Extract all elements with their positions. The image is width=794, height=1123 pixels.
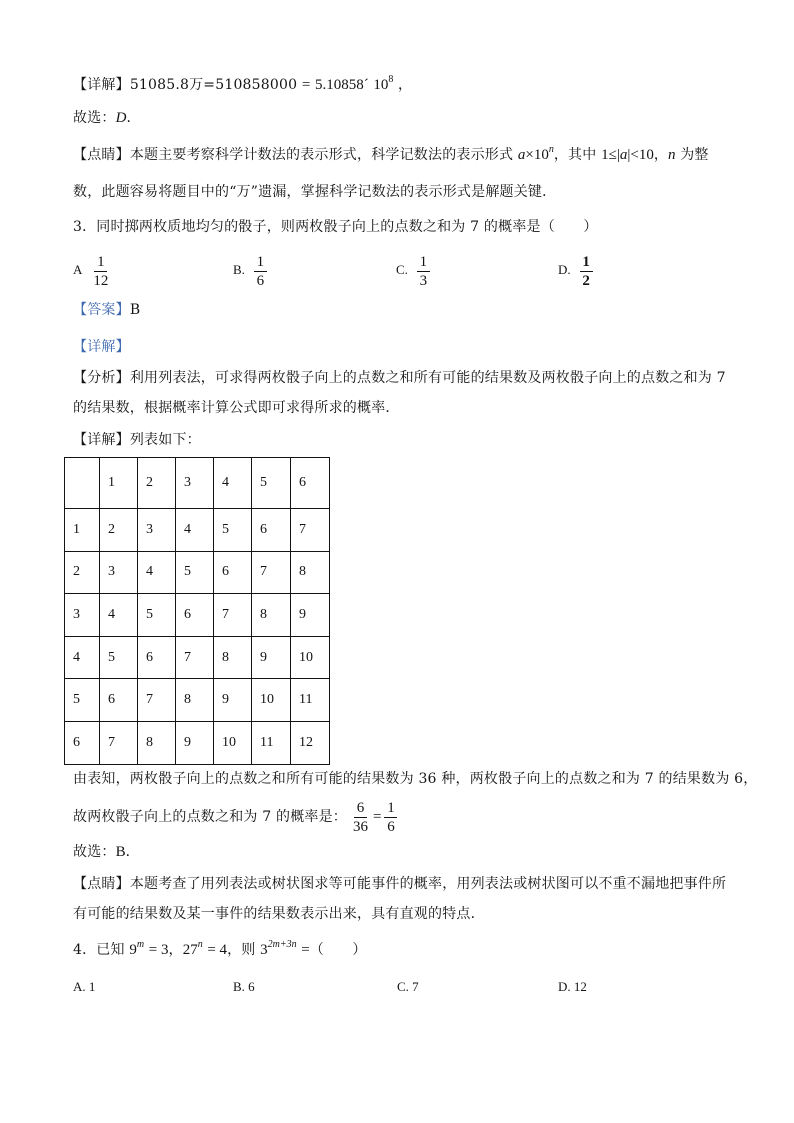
power-exponent: n bbox=[197, 939, 203, 950]
table-header-cell: 2 bbox=[138, 458, 176, 509]
q4-option-b bbox=[233, 977, 255, 997]
table-cell: 6 bbox=[176, 594, 214, 637]
table-row bbox=[65, 636, 330, 679]
option-value: 1 bbox=[88, 979, 96, 994]
answer-value: B bbox=[129, 302, 141, 318]
table-header-cell: 4 bbox=[214, 458, 252, 509]
table-cell: 9 bbox=[291, 594, 330, 637]
choose-suffix: ． bbox=[126, 110, 141, 126]
table-cell: 5 bbox=[176, 551, 214, 594]
table-cell: 9 bbox=[214, 679, 252, 722]
table-cell: 7 bbox=[214, 594, 252, 637]
probability-fraction bbox=[351, 800, 370, 835]
table-cell: 12 bbox=[291, 721, 330, 764]
option-fraction bbox=[417, 254, 430, 289]
fraction-numerator: 6 bbox=[354, 800, 367, 818]
table-cell: 8 bbox=[214, 636, 252, 679]
table-row-label: 3 bbox=[65, 594, 100, 637]
table-cell: 7 bbox=[176, 636, 214, 679]
table-row-label: 6 bbox=[65, 721, 100, 764]
table-row bbox=[65, 594, 330, 637]
analysis-label: 【分析】 bbox=[73, 370, 130, 386]
table-header-cell: 1 bbox=[100, 458, 138, 509]
table-cell: 9 bbox=[252, 636, 291, 679]
choose-answer: D bbox=[115, 110, 127, 126]
table-cell: 4 bbox=[138, 551, 176, 594]
q4-option-a bbox=[73, 977, 95, 997]
choose-answer-q3 bbox=[73, 842, 140, 862]
comment-q2-line1 bbox=[73, 145, 709, 165]
table-cell: 7 bbox=[291, 509, 330, 552]
fraction-denominator: 2 bbox=[582, 272, 590, 289]
table-cell: 5 bbox=[138, 594, 176, 637]
table-body bbox=[65, 458, 330, 765]
math-times-ten: ×10 bbox=[525, 147, 549, 163]
option-letter: B. bbox=[233, 262, 245, 277]
power-base: 10 bbox=[373, 77, 389, 93]
fraction-denominator: 3 bbox=[419, 272, 428, 289]
table-cell: 3 bbox=[100, 551, 138, 594]
math-var-n: n bbox=[668, 147, 676, 163]
comment-q3-line1 bbox=[73, 874, 726, 894]
math-ineq-right: |<10 bbox=[627, 147, 654, 163]
math-ineq-var: a bbox=[619, 147, 628, 163]
choose-prefix: 故选： bbox=[73, 844, 116, 860]
equation-rhs: = 3 bbox=[148, 942, 169, 958]
power-exponent: 8 bbox=[388, 74, 394, 85]
detail-label: 【详解】 bbox=[73, 432, 130, 448]
table-cell: 5 bbox=[214, 509, 252, 552]
comment-text: ， bbox=[653, 147, 669, 163]
table-cell: 2 bbox=[100, 509, 138, 552]
fraction-denominator: 36 bbox=[353, 818, 369, 835]
option-value: 12 bbox=[573, 979, 587, 994]
comment-label: 【点睛】 bbox=[73, 147, 130, 163]
q3-option-b bbox=[233, 252, 267, 288]
math-var-a: a bbox=[517, 147, 526, 163]
math-ineq-left: 1≤| bbox=[601, 147, 620, 163]
table-row bbox=[65, 721, 330, 764]
table-cell: 8 bbox=[291, 551, 330, 594]
detail-text: 列表如下： bbox=[129, 432, 201, 448]
option-letter: C. bbox=[396, 262, 408, 277]
table-cell: 9 bbox=[176, 721, 214, 764]
question-3-stem: 3．同时掷两枚质地均匀的骰子，则两枚骰子向上的点数之和为 7 的概率是（ ） bbox=[73, 219, 598, 235]
conclusion-text: 故两枚骰子向上的点数之和为 7 的概率是： bbox=[73, 809, 348, 825]
option-value: 7 bbox=[412, 979, 419, 994]
comment-text: ，其中 bbox=[553, 147, 597, 163]
analysis-text: 利用列表法，可求得两枚骰子向上的点数之和所有可能的结果数及两枚骰子向上的点数之和为 7 bbox=[129, 370, 726, 386]
fraction-denominator: 6 bbox=[387, 818, 395, 835]
q3-option-c bbox=[396, 252, 430, 288]
question-4-stem bbox=[73, 940, 367, 960]
table-row-label: 5 bbox=[65, 679, 100, 722]
fraction-numerator: 1 bbox=[94, 254, 107, 272]
q3-option-a bbox=[73, 252, 110, 288]
table-header-row bbox=[65, 458, 330, 509]
fraction-denominator: 12 bbox=[93, 272, 109, 289]
table-cell: 4 bbox=[176, 509, 214, 552]
option-letter: A bbox=[73, 262, 83, 277]
choose-answer: B bbox=[115, 844, 126, 860]
power-base: 9 bbox=[129, 942, 137, 958]
option-value: 6 bbox=[248, 979, 255, 994]
table-cell: 6 bbox=[214, 551, 252, 594]
probability-result-fraction bbox=[384, 800, 397, 835]
detail-heading: 【详解】 bbox=[73, 339, 130, 355]
table-header-cell: 3 bbox=[176, 458, 214, 509]
detail-text: 51085.8万=510858000 bbox=[129, 77, 298, 93]
option-letter: D. bbox=[558, 979, 571, 994]
table-row bbox=[65, 679, 330, 722]
equals-sign: = bbox=[373, 809, 382, 825]
power-base: 27 bbox=[182, 942, 198, 958]
table-cell: 8 bbox=[252, 594, 291, 637]
choose-answer-q2 bbox=[73, 108, 141, 128]
table-header-cell: 6 bbox=[291, 458, 330, 509]
answer-paren: （ ） bbox=[309, 942, 367, 958]
fraction-denominator: 6 bbox=[256, 272, 265, 289]
table-cell: 8 bbox=[138, 721, 176, 764]
option-letter: D. bbox=[558, 262, 571, 277]
table-row bbox=[65, 509, 330, 552]
mantissa: 5.10858´ bbox=[314, 77, 369, 93]
conclusion-line2 bbox=[73, 799, 397, 835]
table-row-label: 2 bbox=[65, 551, 100, 594]
option-fraction bbox=[580, 254, 593, 289]
comment-text: 为整 bbox=[680, 147, 709, 163]
choose-prefix: 故选： bbox=[73, 110, 116, 126]
table-row bbox=[65, 551, 330, 594]
fraction-numerator: 1 bbox=[254, 254, 267, 272]
option-letter: B. bbox=[233, 979, 245, 994]
analysis-line2: 的结果数，根据概率计算公式即可求得所求的概率． bbox=[73, 400, 400, 416]
choose-suffix: ． bbox=[125, 844, 140, 860]
comment-label: 【点睛】 bbox=[73, 876, 130, 892]
table-cell: 6 bbox=[252, 509, 291, 552]
table-row-label: 4 bbox=[65, 636, 100, 679]
option-letter: C. bbox=[397, 979, 409, 994]
equation-rhs: = 4 bbox=[207, 942, 228, 958]
table-cell: 8 bbox=[176, 679, 214, 722]
detail-scientific-notation bbox=[73, 75, 412, 95]
table-cell: 3 bbox=[138, 509, 176, 552]
table-cell: 7 bbox=[100, 721, 138, 764]
sum-table bbox=[64, 457, 330, 765]
detail-tail: ， bbox=[398, 77, 413, 93]
table-cell: 11 bbox=[252, 721, 291, 764]
separator: ，则 bbox=[227, 942, 256, 958]
table-cell: 7 bbox=[138, 679, 176, 722]
table-header-cell: 5 bbox=[252, 458, 291, 509]
separator: ， bbox=[168, 942, 183, 958]
fraction-numerator: 1 bbox=[580, 254, 593, 272]
power-base: 3 bbox=[260, 942, 268, 958]
analysis-line1 bbox=[73, 368, 726, 388]
table-cell: 4 bbox=[100, 594, 138, 637]
equals-sign: = bbox=[301, 942, 310, 958]
q4-option-c bbox=[397, 977, 419, 997]
answer-label: 【答案】 bbox=[73, 302, 130, 318]
table-cell: 6 bbox=[100, 679, 138, 722]
table-cell: 10 bbox=[291, 636, 330, 679]
table-cell: 11 bbox=[291, 679, 330, 722]
option-letter: A. bbox=[73, 979, 86, 994]
power-exponent: 2m+3n bbox=[267, 939, 297, 950]
power-exponent: m bbox=[136, 939, 145, 950]
comment-q3-line2: 有可能的结果数及某一事件的结果数表示出来，具有直观的特点． bbox=[73, 906, 485, 922]
q3-option-d bbox=[558, 252, 593, 288]
equals-sign: = bbox=[301, 77, 311, 93]
comment-text: 本题主要考察科学计数法的表示形式，科学记数法的表示形式 bbox=[129, 147, 514, 163]
detail-list-intro bbox=[73, 430, 201, 450]
table-cell: 7 bbox=[252, 551, 291, 594]
comment-text: 本题考查了用列表法或树状图求等可能事件的概率，用列表法或树状图可以不重不漏地把事件所 bbox=[129, 876, 727, 892]
option-fraction bbox=[254, 254, 267, 289]
table-corner-cell bbox=[65, 458, 100, 509]
table-cell: 5 bbox=[100, 636, 138, 679]
detail-label: 【详解】 bbox=[73, 77, 130, 93]
q4-option-d bbox=[558, 977, 587, 997]
comment-q2-line2: 数，此题容易将题目中的“万”遗漏，掌握科学记数法的表示形式是解题关键． bbox=[73, 184, 557, 200]
option-fraction bbox=[91, 254, 110, 289]
question-number: 4．已知 bbox=[73, 942, 125, 958]
math-exp-n: n bbox=[548, 144, 554, 155]
conclusion-line1: 由表知，两枚骰子向上的点数之和所有可能的结果数为 36 种，两枚骰子向上的点数之和为 7 的结果数为 6， bbox=[73, 771, 758, 787]
answer-q3 bbox=[73, 300, 140, 320]
table-cell: 10 bbox=[214, 721, 252, 764]
fraction-numerator: 1 bbox=[384, 800, 397, 818]
table-row-label: 1 bbox=[65, 509, 100, 552]
fraction-numerator: 1 bbox=[417, 254, 430, 272]
table-cell: 6 bbox=[138, 636, 176, 679]
table-cell: 10 bbox=[252, 679, 291, 722]
